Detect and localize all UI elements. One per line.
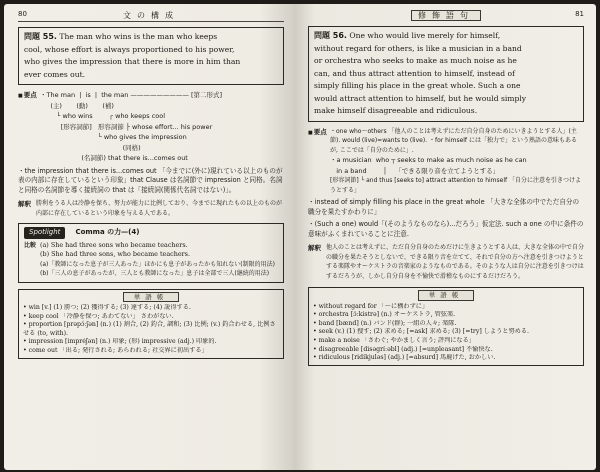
diagram-line: [形容詞節] └ and thus [seeks to] attract attention to himself 「自分に注意を引きつけようとする」 xyxy=(330,177,582,194)
vocab-entry: • proportion [prəpɔ́ːʃən] (n.) (1) 割合, (2) 釣合, 調和; (3) 比例; (v.) 釣合わせる, 比例させる (to, with). xyxy=(23,321,279,338)
vocab-entry: • disagreeable [disəgríːəbl] (adj.) [=unpleasant] 不愉快な. xyxy=(313,346,579,355)
structure-diagram-left xyxy=(40,90,222,164)
vocab-entry: • ridiculous [ridíkjuləs] (adj.) [=absurd] 馬鹿げた, おかしい. xyxy=(313,354,579,363)
problem-line: The man who wins is the man who keeps xyxy=(59,32,218,41)
problem-line: One who would live merely for himself, xyxy=(349,31,501,40)
interpretation-left xyxy=(18,199,284,218)
interpretation-text: 勝利をうる人は冷静を保ち、努力が能力に比例しており、今までに現れたもの以上のものが内部に存在しているという印象を与える人である。 xyxy=(36,200,283,217)
vocabulary-heading: 単語帳 xyxy=(123,292,180,303)
vocab-entry: • seek (v.) (1) 捜す; (2) 求める; [=ask] 求める; (3) [=try] しようと努める. xyxy=(313,328,579,337)
note-bullet: ・(Such a one) would「(そのようなものなら)...だろう」仮定法. such a one の中に条件の意味がふくまれていることに注意. xyxy=(308,220,584,238)
diagram-line: [形容詞節] 形容詞節 ├ whose effort... his power xyxy=(40,122,213,131)
problem-56-label: 問題 56. xyxy=(314,31,347,40)
diagram-line: ・one who～others 「他人のことは考えずにただ自分自身のためにいきようとする人」(主節). would (live)=wants to (live). ・for himself には「独力で」という熟語の意味もあるが, ここでは「自分のために」. xyxy=(330,127,577,154)
problem-55-label: 問題 55. xyxy=(24,32,57,41)
interpretation-right xyxy=(308,243,584,281)
spotlight-title: Comma の力—(4) xyxy=(75,228,140,236)
note-bullet: ・the impression that there is...comes out 「今までに(外に)現れている以上のものが表の内部に存在しているという印象」that Clause は名詞節で impression と同格。名詞と同格の名詞節を導く接続詞の that は「接続詞(関係代名詞ではない)」。 xyxy=(18,166,283,194)
problem-line: ever comes out. xyxy=(24,69,86,79)
vocab-entry: • come out 「出る; 発行される; あらわれる; 社交界に初出する」 xyxy=(23,347,279,356)
vocab-entry: • orchestra [ɔ́ːkistrə] (n.) オーケストラ, 管弦楽. xyxy=(313,311,579,320)
vocab-entry: • make a noise 「さわぐ; やかましく言う; 評判になる」 xyxy=(313,337,579,346)
diagram-line: └ who gives the impression xyxy=(40,133,187,141)
vocabulary-box-left xyxy=(18,289,284,359)
diagram-line: (名詞節) that there is...comes out xyxy=(40,154,188,162)
diagram-line: ・The man | is | the man ————————— [第二形式] xyxy=(40,91,223,99)
problem-line: make himself disagreeable and ridiculous. xyxy=(314,106,478,115)
problem-56-box xyxy=(308,26,584,122)
key-points-right xyxy=(308,127,584,196)
diagram-line: ・a musician who ┬ seeks to make as much noise as he can xyxy=(330,156,527,164)
problem-line: can, and thus attract attention to himself, instead of xyxy=(314,68,515,78)
spotlight-badge: Spotlight xyxy=(24,227,65,239)
problem-line: or orchestra who seeks to make as much noise as he xyxy=(314,56,517,65)
spotlight-box xyxy=(18,223,284,283)
vocabulary-heading: 単語帳 xyxy=(418,290,475,301)
interpretation-label: 解釈 xyxy=(18,200,31,208)
problem-line: cool, whose effort is always proportioned to his power, xyxy=(24,44,235,54)
spotlight-line: (a)「教師になった息子が三人あった」ほかにも息子があったかも知れない(制限的用法) xyxy=(40,260,275,268)
problem-line: who gives the impression that there is more in him than xyxy=(24,57,241,66)
vocab-entry: • impression [impréʃən] (n.) 印象; (形) impressive (adj.) 印象的. xyxy=(23,338,279,347)
interpretation-label: 解釈 xyxy=(308,244,321,252)
problem-line: simply filling his place in the great whole. Such a one xyxy=(314,81,521,90)
vocab-entry: • band [bænd] (n.) バンド(群); 一組の人々; 楽隊. xyxy=(313,320,579,329)
spotlight-line: (b)「三人の息子があったが、三人とも教師になった」息子は全部で三人(継続的用法) xyxy=(40,270,270,277)
book-spread xyxy=(4,4,596,470)
note-bullet: ・instead of simply filling his place in the great whole 「大きな全体の中でただ自分の職分を果たすかわりに」 xyxy=(308,198,580,216)
diagram-line: (同格) xyxy=(40,143,141,152)
left-page xyxy=(4,4,294,470)
problem-line: would attract attention to himself, but he would simply xyxy=(314,93,527,103)
running-head-left: 文の構成 xyxy=(18,10,284,22)
comparison-label: 比較 xyxy=(24,241,37,249)
page-number-right: 81 xyxy=(575,10,584,18)
spotlight-line: (b) She had three sons, who became teachers. xyxy=(40,250,190,258)
diagram-line: (主) (動) (補) xyxy=(40,101,114,110)
interpretation-text: 他人のことは考えずに、ただ自分自身のためだけに生きようとする人は、大きな全体の中で自分の職分を果たそうとしないで、できる限り音を立てて、それで自分の方へ注意を引きつけようとする楽隊やオーケストラの音楽家のようなものである。そのような人は自分に注意を引きつけはするだろうが、しかし自分自身を不愉快で滑稽なものにするだけだろう。 xyxy=(326,244,585,280)
page-number-left: 80 xyxy=(18,10,27,18)
vocab-entry: • keep cool 「冷静を保つ; あわてない」 さわがない. xyxy=(23,313,279,322)
key-points-label: ■ 要点 xyxy=(18,90,40,164)
vocabulary-box-right xyxy=(308,287,584,366)
vocab-entry: • without regard for 「～に構わずに」 xyxy=(313,303,579,312)
vocab-entry: • win [v.] (1) 勝つ; (2) 獲得する; (3) 達する; (4) 説得する. xyxy=(23,304,279,313)
key-points-label: ■ 要点 xyxy=(308,127,330,196)
problem-line: without regard for others, is like a musician in a band xyxy=(314,43,522,53)
running-head-right: 修飾語句 xyxy=(411,10,481,21)
right-page xyxy=(294,4,596,470)
structure-diagram-right xyxy=(330,127,584,196)
spotlight-line: (a) She had three sons who became teachers. xyxy=(40,240,188,249)
problem-55-box xyxy=(18,27,284,85)
key-points-left xyxy=(18,90,284,164)
diagram-line: in a band │ 「できる限り音を立てようとする」 xyxy=(330,166,500,175)
diagram-line: └ who wins ┌ who keeps cool xyxy=(40,112,166,120)
